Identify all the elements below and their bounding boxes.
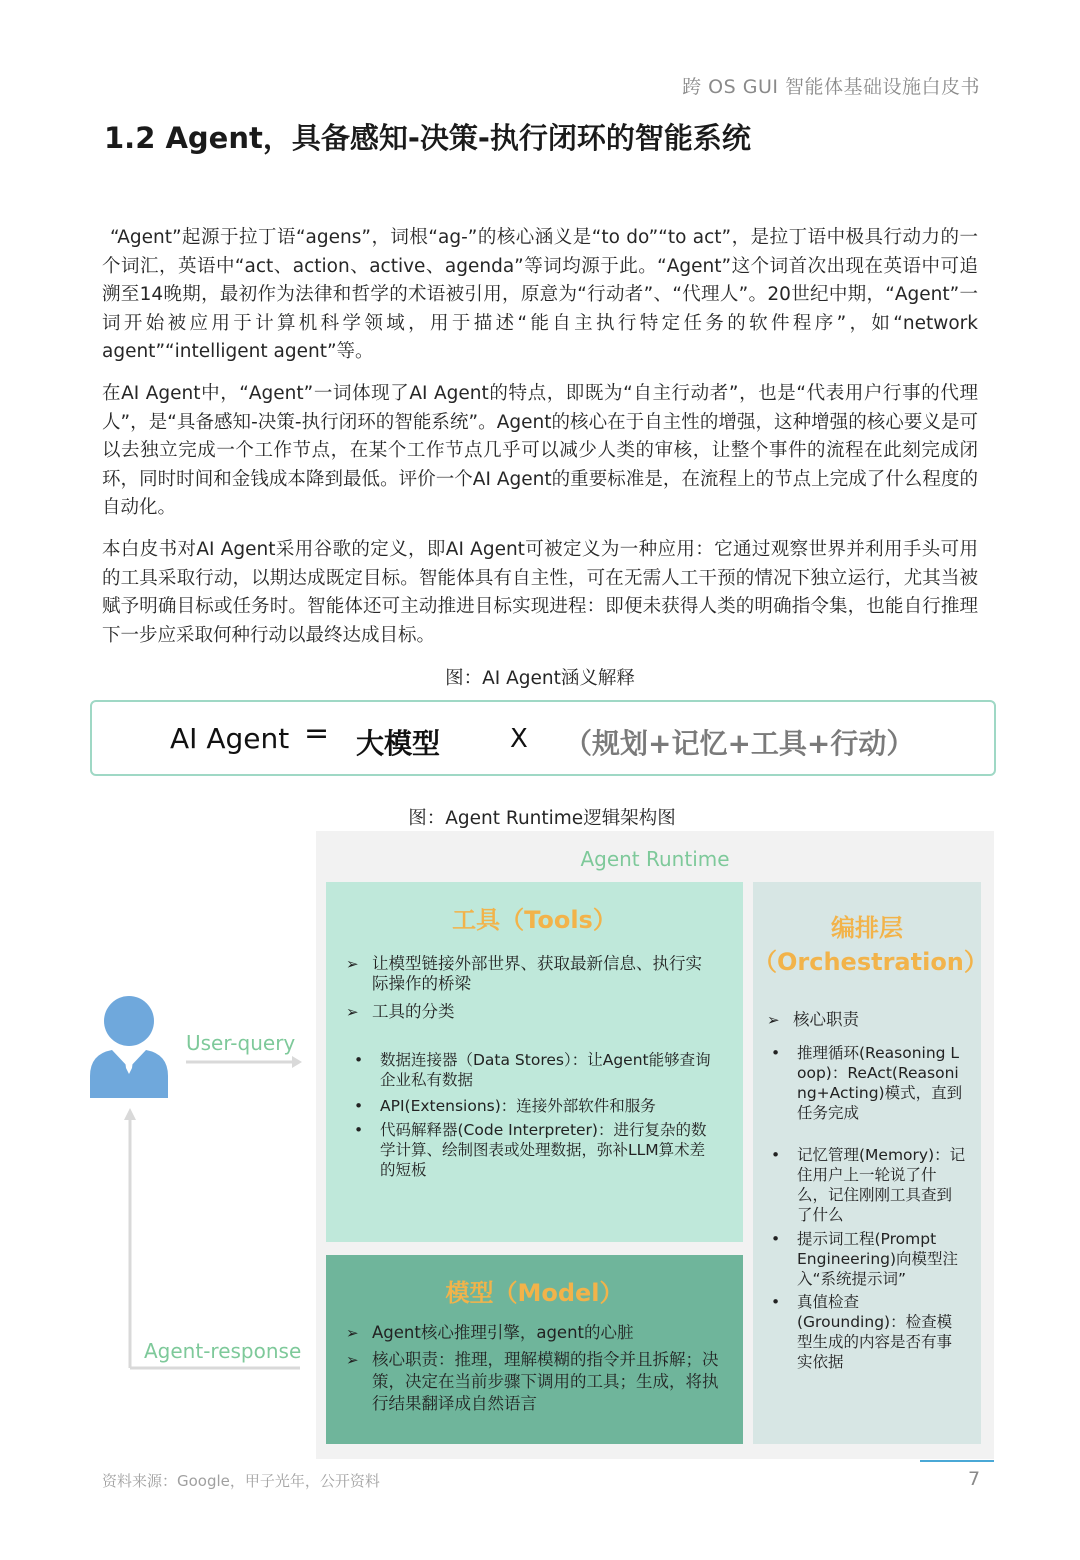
footer-source: 资料来源：Google，甲子光年，公开资料 <box>102 1472 380 1490</box>
model-point: ➢ 核心职责：推理，理解模糊的指令并且拆解；决策，决定在当前步骤下调用的工具；生成，将执行结果翻译成自然语言 <box>346 1350 719 1413</box>
agent-response-label: Agent-response <box>144 1339 302 1363</box>
footer-divider <box>920 1460 994 1462</box>
flow-arrows <box>120 1050 310 1375</box>
formula-large-model: 大模型 <box>356 727 441 760</box>
arrow-bullet-icon: ➢ <box>346 1324 359 1342</box>
tools-panel <box>326 882 743 1242</box>
formula-ai-agent: AI Agent <box>170 722 290 755</box>
orchestration-panel <box>753 882 988 1444</box>
orchestration-bullet: • 提示词工程(Prompt Engineering)向模型注入“系统提示词” <box>771 1230 959 1288</box>
model-panel <box>326 1255 743 1444</box>
dot-bullet-icon: • <box>354 1051 364 1069</box>
tools-point: ➢ 让模型链接外部世界、获取最新信息、执行实际操作的桥梁 <box>346 954 702 993</box>
formula-times: X <box>510 724 528 754</box>
orchestration-bullet: • 记忆管理(Memory)：记住用户上一轮说了什么，记住刚刚工具查到了什么 <box>771 1146 966 1224</box>
page-number: 7 <box>968 1468 981 1490</box>
tools-bullet: • 代码解释器(Code Interpreter)：进行复杂的数学计算、绘制图表或处理数据，弥补LLM算术差的短板 <box>354 1121 707 1179</box>
paragraph-etymology: “Agent”起源于拉丁语“agens”，词根“ag-”的核心涵义是“to do”“to act”，是拉丁语中极具行动力的一个词汇，英语中“act、action、active、agenda”等词均源于此。“Agent”这个词首次出现在英语中可追溯至14晚期，最初作为法律和哲学的术语被引用，原意为“行动者”、“代理人”。20世纪中期，“Agent”一词开始被应用于计算机科学领域，用于描述“能自主执行特定任务的软件程序”，如“network agent”“intelligent agent”等。 <box>102 227 978 363</box>
dot-bullet-icon: • <box>354 1121 364 1139</box>
formula-equals: = <box>304 716 330 751</box>
dot-bullet-icon: • <box>771 1044 781 1062</box>
dot-bullet-icon: • <box>771 1230 781 1248</box>
orchestration-bullet: • 推理循环(Reasoning Loop)：ReAct(Reasoning+Acting)模式，直到任务完成 <box>771 1044 963 1122</box>
arrow-bullet-icon: ➢ <box>346 1351 359 1369</box>
runtime-title: Agent Runtime <box>580 847 730 871</box>
arrow-bullet-icon: ➢ <box>767 1011 780 1029</box>
section-heading: 1.2 Agent，具备感知-决策-执行闭环的智能系统 <box>104 121 751 155</box>
dot-bullet-icon: • <box>354 1097 364 1115</box>
paragraph-ai-agent-meaning: 在AI Agent中，“Agent”一词体现了AI Agent的特点，即既为“自主行动者”，也是“代表用户行事的代理人”，是“具备感知-决策-执行闭环的智能系统”。Agent的核心在于自主性的增强，这种增强的核心要义是可以去独立完成一个工作节点，在某个工作节点几乎可以减少人类的审核，让整个事件的流程在此刻完成闭环，同时时间和金钱成本降到最低。评价一个AI Agent的重要标准是，在流程上的节点上完成了什么程度的自动化。 <box>102 383 978 519</box>
document-header-title: 跨 OS GUI 智能体基础设施白皮书 <box>682 76 980 98</box>
tools-point: ➢ 工具的分类 <box>346 1002 455 1021</box>
orchestration-bullet: • 真值检查 (Grounding)：检查模型生成的内容是否有事实依据 <box>771 1293 953 1371</box>
paragraph-google-definition: 本白皮书对AI Agent采用谷歌的定义，即AI Agent可被定义为一种应用：它通过观察世界并利用手头可用的工具采取行动，以期达成既定目标。智能体具有自主性，可在无需人工干预的情况下独立运行，尤其当被赋予明确目标或任务时。智能体还可主动推进目标实现进程：即便未获得人类的明确指令集，也能自行推理下一步应采取何种行动以最终达成目标。 <box>102 539 978 646</box>
formula-components: （规划+记忆+工具+行动） <box>564 727 915 760</box>
dot-bullet-icon: • <box>771 1146 781 1164</box>
user-query-label: User-query <box>186 1031 296 1055</box>
tools-title: 工具（Tools） <box>452 906 617 934</box>
model-title: 模型（Model） <box>445 1279 624 1307</box>
figure1-caption: 图：AI Agent涵义解释 <box>445 668 635 689</box>
orchestration-title-line1: 编排层 <box>831 914 903 942</box>
agent-runtime-diagram <box>316 831 994 1459</box>
orchestration-point: ➢ 核心职责 <box>767 1010 859 1029</box>
ai-agent-formula <box>90 700 996 776</box>
figure2-caption: 图：Agent Runtime逻辑架构图 <box>408 808 676 829</box>
dot-bullet-icon: • <box>771 1293 781 1311</box>
model-point: ➢ Agent核心推理引擎，agent的心脏 <box>346 1323 634 1342</box>
arrow-bullet-icon: ➢ <box>346 1003 359 1021</box>
tools-bullet: • API(Extensions)：连接外部软件和服务 <box>354 1097 656 1115</box>
orchestration-title-line2: （Orchestration） <box>753 948 988 976</box>
tools-bullet: • 数据连接器（Data Stores）：让Agent能够查询企业私有数据 <box>354 1051 711 1089</box>
arrow-bullet-icon: ➢ <box>346 955 359 973</box>
